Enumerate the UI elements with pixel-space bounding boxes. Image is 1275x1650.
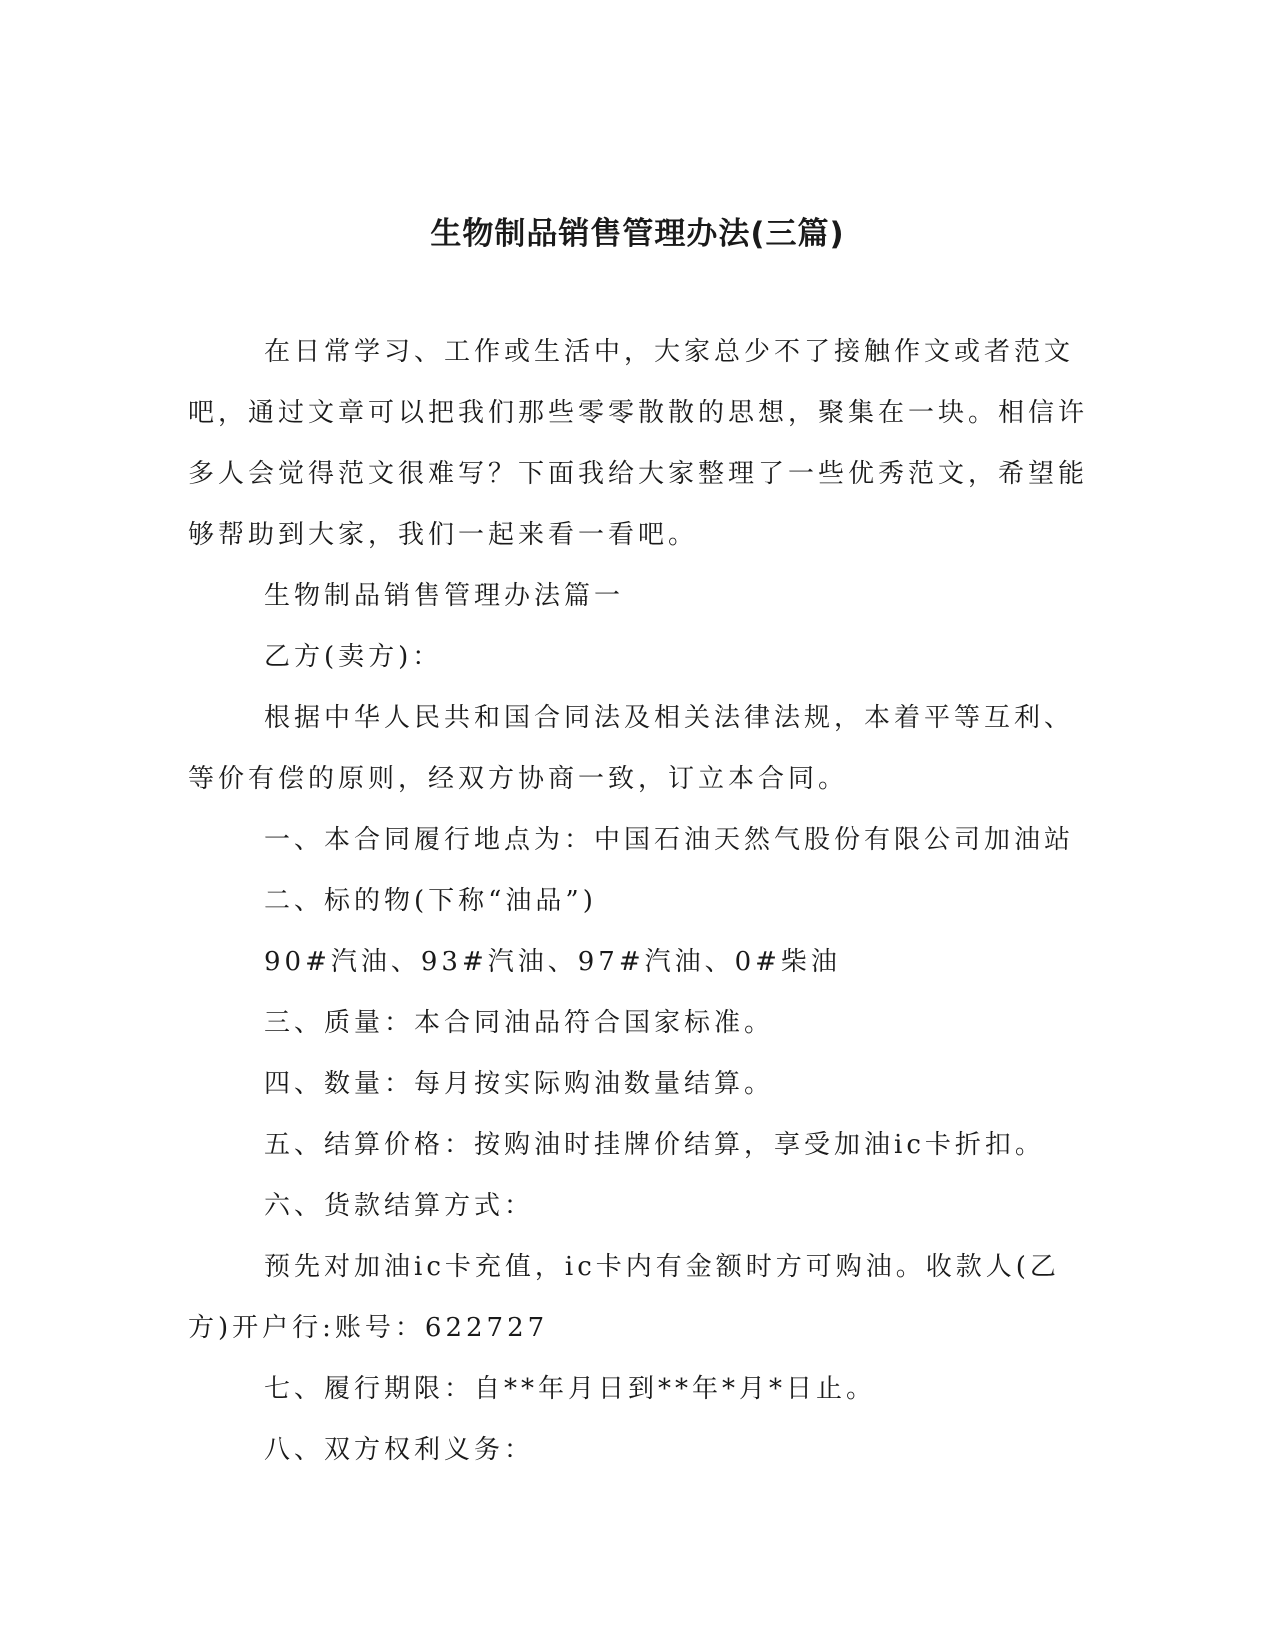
document-title: 生物制品销售管理办法(三篇) — [430, 216, 845, 252]
document-body — [188, 322, 1088, 1481]
clause-6: 六、货款结算方式： — [264, 1191, 535, 1221]
intro-paragraph: 在日常学习、工作或生活中，大家总少不了接触作文或者范文吧，通过文章可以把我们那些零零散散的思想，聚集在一块。相信许多人会觉得范文很难写？下面我给大家整理了一些优秀范文，希望能够帮助到大家，我们一起来看一看吧。 — [188, 337, 1089, 550]
section-heading: 生物制品销售管理办法篇一 — [264, 581, 625, 611]
payment-details: 预先对加油ic卡充值，ic卡内有金额时方可购油。收款人(乙方)开户行:账号：622727 — [188, 1252, 1060, 1343]
contract-basis-paragraph: 根据中华人民共和国合同法及相关法律法规，本着平等互利、等价有偿的原则，经双方协商一致，订立本合同。 — [188, 703, 1075, 794]
clause-5: 五、结算价格：按购油时挂牌价结算，享受加油ic卡折扣。 — [264, 1130, 1045, 1160]
clause-7: 七、履行期限：自**年月日到**年*月*日止。 — [264, 1374, 877, 1404]
clause-1: 一、本合同履行地点为：中国石油天然气股份有限公司加油站 — [264, 825, 1075, 855]
product-list: 90#汽油、93#汽油、97#汽油、0#柴油 — [264, 947, 841, 977]
clause-8: 八、双方权利义务： — [264, 1435, 535, 1465]
clause-2: 二、标的物(下称“油品”) — [264, 886, 597, 916]
clause-4: 四、数量：每月按实际购油数量结算。 — [264, 1069, 775, 1099]
party-b-line: 乙方(卖方)： — [264, 642, 443, 672]
clause-3: 三、质量：本合同油品符合国家标准。 — [264, 1008, 775, 1038]
